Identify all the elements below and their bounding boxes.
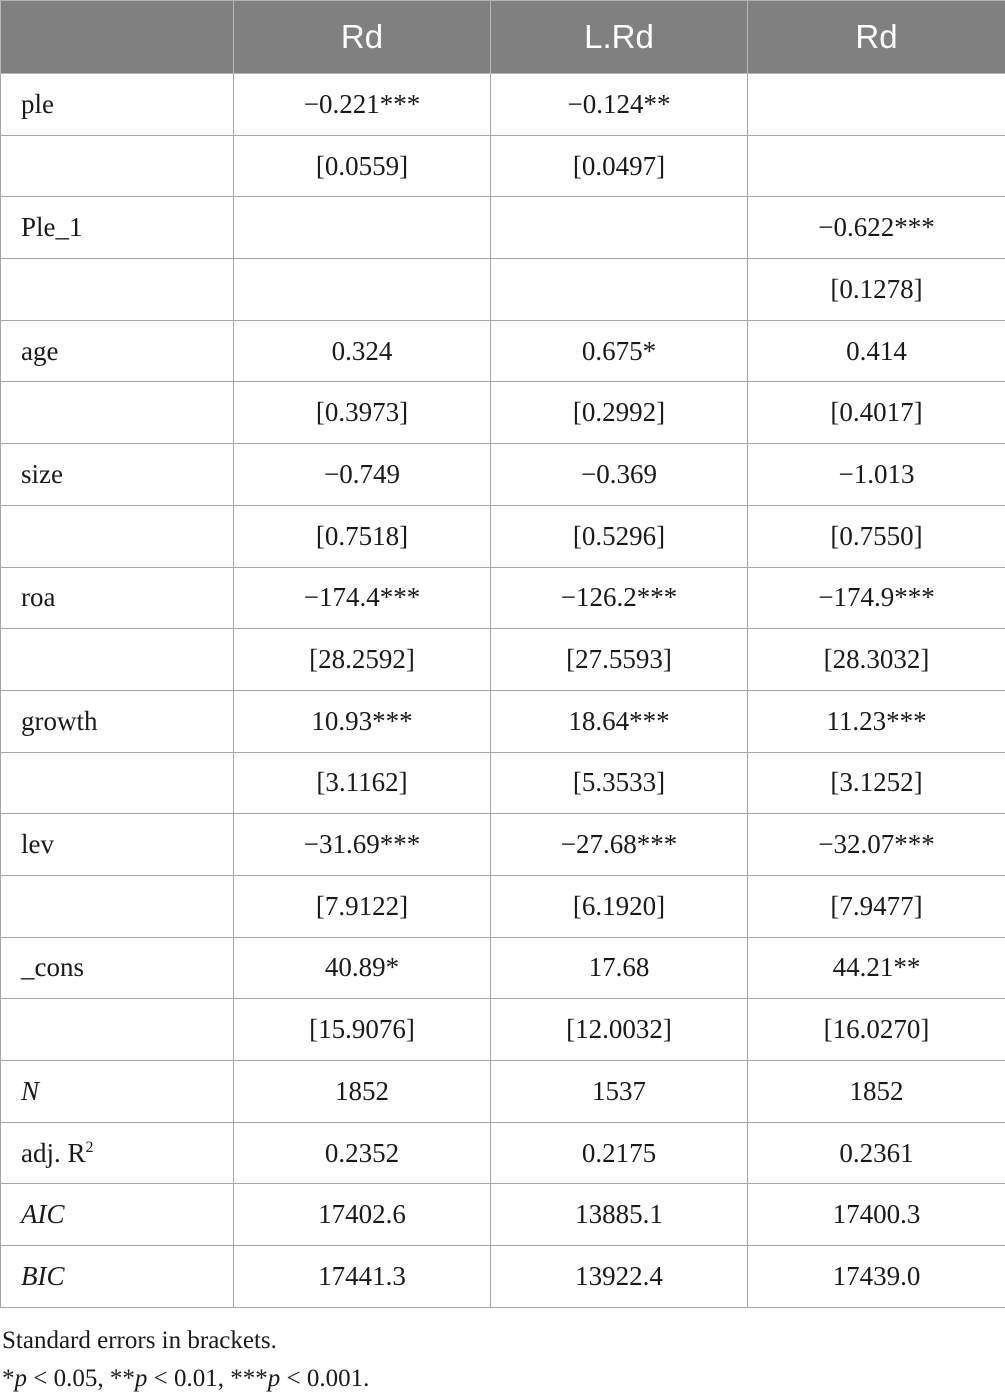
table-row-cons-se xyxy=(1,999,1005,1061)
table-row-ple-1-se xyxy=(1,259,1005,321)
header-cell-l-rd: L.Rd xyxy=(491,1,748,74)
header-cell-variable xyxy=(1,1,234,74)
row-label: BIC xyxy=(1,1246,234,1308)
table-cell: −1.013 xyxy=(748,444,1005,506)
table-cell: [28.2592] xyxy=(234,629,491,691)
table-notes xyxy=(0,1322,1005,1398)
row-label-superscript: 2 xyxy=(85,1138,94,1156)
table-cell: [16.0270] xyxy=(748,999,1005,1061)
table-cell: [0.2992] xyxy=(491,382,748,444)
table-cell: [5.3533] xyxy=(491,752,748,814)
table-cell: 1852 xyxy=(748,1061,1005,1123)
table-row-lev xyxy=(1,814,1005,876)
table-cell: 0.324 xyxy=(234,320,491,382)
table-row-roa-se xyxy=(1,629,1005,691)
note-part: < 0.001. xyxy=(280,1364,370,1392)
table-cell xyxy=(234,259,491,321)
table-cell: [0.0497] xyxy=(491,135,748,197)
table-cell: [7.9477] xyxy=(748,875,1005,937)
table-cell: [0.4017] xyxy=(748,382,1005,444)
table-cell: [7.9122] xyxy=(234,875,491,937)
row-label xyxy=(1,752,234,814)
table-cell: 40.89* xyxy=(234,937,491,999)
table-cell: 1852 xyxy=(234,1061,491,1123)
row-label: _cons xyxy=(1,937,234,999)
table-cell: −27.68*** xyxy=(491,814,748,876)
table-cell: −32.07*** xyxy=(748,814,1005,876)
row-label: N xyxy=(1,1061,234,1123)
table-cell: [0.7550] xyxy=(748,505,1005,567)
table-row-cons xyxy=(1,937,1005,999)
table-cell: 17400.3 xyxy=(748,1184,1005,1246)
table-cell: 13885.1 xyxy=(491,1184,748,1246)
row-label xyxy=(1,135,234,197)
note-standard-errors: Standard errors in brackets. xyxy=(2,1326,277,1354)
row-label: ple xyxy=(1,74,234,136)
table-row-n xyxy=(1,1061,1005,1123)
table-cell xyxy=(491,259,748,321)
table-cell: [6.1920] xyxy=(491,875,748,937)
table-cell: [0.3973] xyxy=(234,382,491,444)
table-cell: 10.93*** xyxy=(234,690,491,752)
table-row-growth xyxy=(1,690,1005,752)
note-part: < 0.05, ** xyxy=(27,1364,135,1392)
table-cell: 44.21** xyxy=(748,937,1005,999)
table-cell: [27.5593] xyxy=(491,629,748,691)
header-cell-rd: Rd xyxy=(234,1,491,74)
table-row-roa xyxy=(1,567,1005,629)
note-part: * xyxy=(2,1364,15,1392)
table-cell: 17441.3 xyxy=(234,1246,491,1308)
table-cell xyxy=(234,197,491,259)
table-cell: 11.23*** xyxy=(748,690,1005,752)
table-row-age xyxy=(1,320,1005,382)
table-cell: 13922.4 xyxy=(491,1246,748,1308)
table-cell: −0.124** xyxy=(491,74,748,136)
row-label xyxy=(1,999,234,1061)
table-cell: 0.2175 xyxy=(491,1122,748,1184)
row-label-text: adj. R xyxy=(21,1137,86,1168)
table-cell: −0.369 xyxy=(491,444,748,506)
table-cell xyxy=(748,74,1005,136)
table-cell: [0.5296] xyxy=(491,505,748,567)
table-cell: 17439.0 xyxy=(748,1246,1005,1308)
table-cell: −0.749 xyxy=(234,444,491,506)
row-label xyxy=(1,505,234,567)
table-cell: [0.7518] xyxy=(234,505,491,567)
table-cell: [3.1252] xyxy=(748,752,1005,814)
table-row-bic xyxy=(1,1246,1005,1308)
row-label: Ple_1 xyxy=(1,197,234,259)
table-cell: −0.622*** xyxy=(748,197,1005,259)
row-label xyxy=(1,259,234,321)
table-cell: [28.3032] xyxy=(748,629,1005,691)
row-label xyxy=(1,1122,234,1184)
row-label: AIC xyxy=(1,1184,234,1246)
table-cell: −174.9*** xyxy=(748,567,1005,629)
row-label: size xyxy=(1,444,234,506)
note-p-symbol: p xyxy=(267,1364,281,1392)
table-row-aic xyxy=(1,1184,1005,1246)
table-cell: −31.69*** xyxy=(234,814,491,876)
table-row-adj-r2 xyxy=(1,1122,1005,1184)
table-row-size xyxy=(1,444,1005,506)
table-cell: [12.0032] xyxy=(491,999,748,1061)
table-cell: −174.4*** xyxy=(234,567,491,629)
table-cell: [0.0559] xyxy=(234,135,491,197)
table-row-ple-se xyxy=(1,135,1005,197)
row-label: age xyxy=(1,320,234,382)
table-cell: [15.9076] xyxy=(234,999,491,1061)
table-cell: 0.675* xyxy=(491,320,748,382)
table-cell: 17402.6 xyxy=(234,1184,491,1246)
row-label: roa xyxy=(1,567,234,629)
table-row-lev-se xyxy=(1,875,1005,937)
note-p-symbol: p xyxy=(14,1364,27,1392)
note-significance xyxy=(2,1360,1005,1398)
row-label: lev xyxy=(1,814,234,876)
table-row-growth-se xyxy=(1,752,1005,814)
table-cell xyxy=(491,197,748,259)
header-row xyxy=(1,1,1005,74)
row-label xyxy=(1,629,234,691)
table-cell xyxy=(748,135,1005,197)
table-cell: 17.68 xyxy=(491,937,748,999)
table-cell: [0.1278] xyxy=(748,259,1005,321)
table-cell: 0.2352 xyxy=(234,1122,491,1184)
header-cell-rd-2: Rd xyxy=(748,1,1005,74)
table-row-ple xyxy=(1,74,1005,136)
note-p-symbol: p xyxy=(134,1364,148,1392)
table-cell: −0.221*** xyxy=(234,74,491,136)
table-row-size-se xyxy=(1,505,1005,567)
table-cell: 1537 xyxy=(491,1061,748,1123)
table-cell: −126.2*** xyxy=(491,567,748,629)
table-row-age-se xyxy=(1,382,1005,444)
row-label xyxy=(1,382,234,444)
row-label: growth xyxy=(1,690,234,752)
table-cell: [3.1162] xyxy=(234,752,491,814)
table-row-ple-1 xyxy=(1,197,1005,259)
row-label xyxy=(1,875,234,937)
table-cell: 0.414 xyxy=(748,320,1005,382)
table-cell: 18.64*** xyxy=(491,690,748,752)
table-cell: 0.2361 xyxy=(748,1122,1005,1184)
note-part: < 0.01, *** xyxy=(147,1364,268,1392)
